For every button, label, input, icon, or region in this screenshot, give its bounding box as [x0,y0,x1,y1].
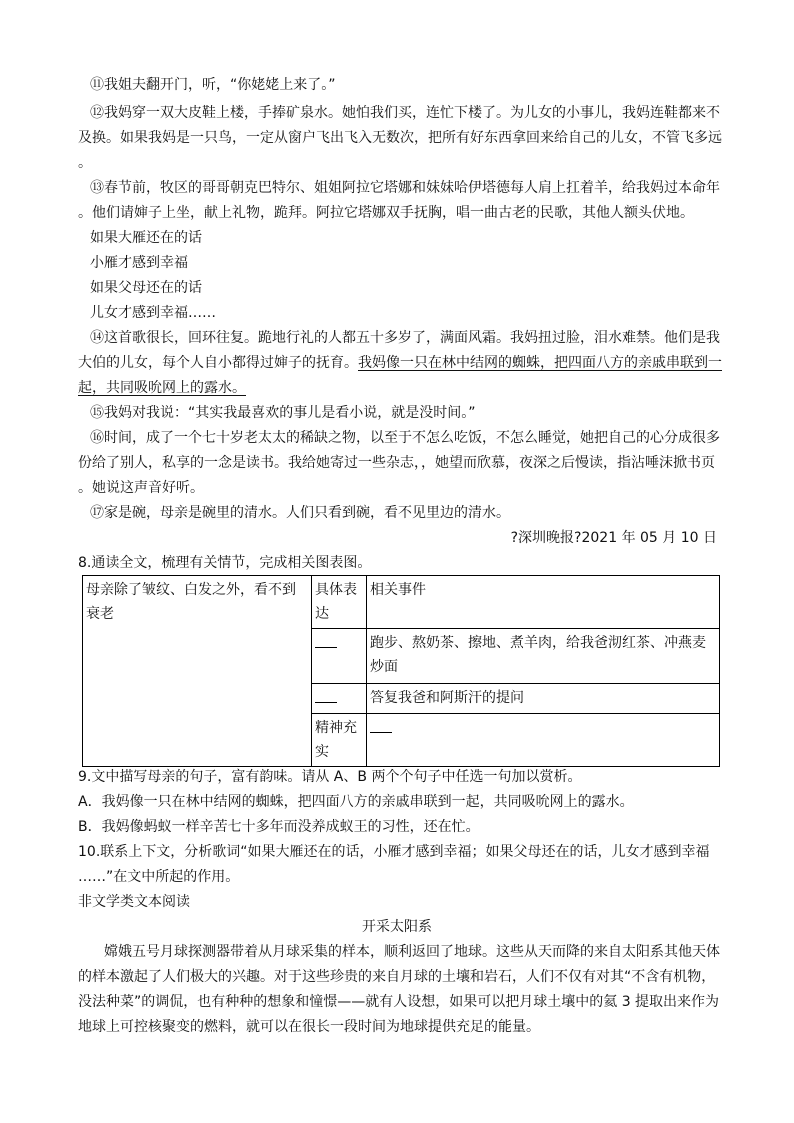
paragraph-12-line-1: ⑫我妈穿一双大皮鞋上楼，手捧矿泉水。她怕我们买，连忙下楼了。为儿女的小事儿，我妈连鞋都来不 [90,105,720,121]
underlined-sentence-a: 我妈像一只在林中结网的蜘蛛，把四面八方的亲戚串联到一 [358,355,722,371]
question-8: 8.通读全文，梳理有关情节，完成相关图表图。 [78,555,372,571]
song-line-3: 如果父母还在的话 [90,280,202,296]
paragraph-13-line-1: ⑬春节前，牧区的哥哥朝克巴特尔、姐姐阿拉它塔娜和妹妹哈伊塔德每人肩上扛着羊，给我妈过本命年 [90,180,720,196]
song-line-1: 如果大雁还在的话 [90,230,202,246]
article-line-3: 没法种菜”的调侃，也有种种的想象和憧憬——就有人设想，如果可以把月球土壤中的氦 3 提取出来作为 [78,994,720,1010]
underlined-sentence-a-end: 起，共同吸吮网上的露水。 [78,380,246,396]
answer-blank-3[interactable] [370,716,392,733]
paragraph-14-line-1: ⑭这首歌很长，回环往复。跪地行礼的人都五十多岁了，满面风霜。我妈扭过脸，泪水难禁。他们是我 [90,330,720,346]
paragraph-15: ⑮我妈对我说：“其实我最喜欢的事儿是看小说，就是没时间。” [90,405,476,421]
question-10-line-1: 10.联系上下文，分析歌词“如果大雁还在的话，小雁才感到幸福；如果父母还在的话，儿女才感到幸福 [78,844,710,860]
paragraph-16-line-2: 份给了别人，私享的一念是读书。我给她寄过一些杂志，，她望而欣慕，夜深之后慢读，指沾唾沫掀书页 [78,455,715,471]
table-row2-events: 答复我爸和阿斯汗的提问 [367,684,720,714]
paragraph-14-text: 大伯的儿女，每个人自小都得过婶子的抚育。 [78,355,358,371]
article-line-4: 地球上可控核聚变的燃料，就可以在很长一段时间为地球提供充足的能量。 [78,1019,540,1035]
table-row1-events: 跑步、熬奶茶、擦地、煮羊肉，给我爸沏红茶、冲燕麦炒面 [367,629,720,684]
paragraph-14-line-2 [78,351,728,376]
paragraph-12-line-2: 及换。如果我妈是一只鸟，一定从窗户飞出飞入无数次，把所有好东西拿回来给自己的儿女，不管飞多远 [78,130,722,146]
table-row3-expression: 精神充实 [312,714,367,767]
article-line-2: 的样本激起了人们极大的兴趣。对于这些珍贵的来自月球的土壤和岩石，人们不仅有对其“不含有机物， [78,969,716,985]
song-line-2: 小雁才感到幸福 [90,255,188,271]
table-blank-2[interactable] [312,684,367,714]
paragraph-14-line-3 [78,376,728,401]
paragraph-12-line-3: 。 [78,155,92,171]
article-source: ?深圳晚报?2021 年 05 月 10 日 [510,530,717,546]
answer-blank-1[interactable] [315,631,337,648]
song-line-4: 儿女才感到幸福…… [90,305,216,321]
table-blank-3[interactable] [367,714,720,767]
paragraph-11: ⑪我姐夫翻开门，听，“你姥姥上来了。” [90,77,336,93]
question-9-option-a: A．我妈像一只在林中结网的蜘蛛，把四面八方的亲戚串联到一起，共同吸吮网上的露水。 [78,794,634,810]
question-9: 9.文中描写母亲的句子，富有韵味。请从 A、B 两个个句子中任选一句加以赏析。 [78,769,582,785]
question-10-line-2: ……”在文中所起的作用。 [78,869,240,885]
paragraph-16-line-3: 。她说这声音好听。 [78,480,204,496]
table-left-cell: 母亲除了皱纹、白发之外，看不到衰老 [83,576,312,767]
paragraph-13-line-2: 。他们请婶子上坐，献上礼物，跪拜。阿拉它塔娜双手抚胸，唱一曲古老的民歌，其他人额头伏地。 [78,205,694,221]
paragraph-16-line-1: ⑯时间，成了一个七十岁老太太的稀缺之物，以至于不怎么吃饭，不怎么睡觉，她把自己的心分成很多 [90,430,720,446]
paragraph-17: ⑰家是碗，母亲是碗里的清水。人们只看到碗，看不见里边的清水。 [90,505,510,521]
article-line-1: 嫦娥五号月球探测器带着从月球采集的样本，顺利返回了地球。这些从天而降的来自太阳系其他天体 [104,944,720,960]
table-header-expression: 具体表达 [312,576,367,629]
answer-blank-2[interactable] [315,686,337,703]
table-header-events: 相关事件 [367,576,720,629]
question-9-option-b: B．我妈像蚂蚁一样辛苦七十多年而没养成蚁王的习性，还在忙。 [78,819,480,835]
question-8-table [82,575,720,767]
section-heading: 非文学类文本阅读 [78,894,190,910]
table-blank-1[interactable] [312,629,367,684]
article-title: 开采太阳系 [362,919,432,935]
